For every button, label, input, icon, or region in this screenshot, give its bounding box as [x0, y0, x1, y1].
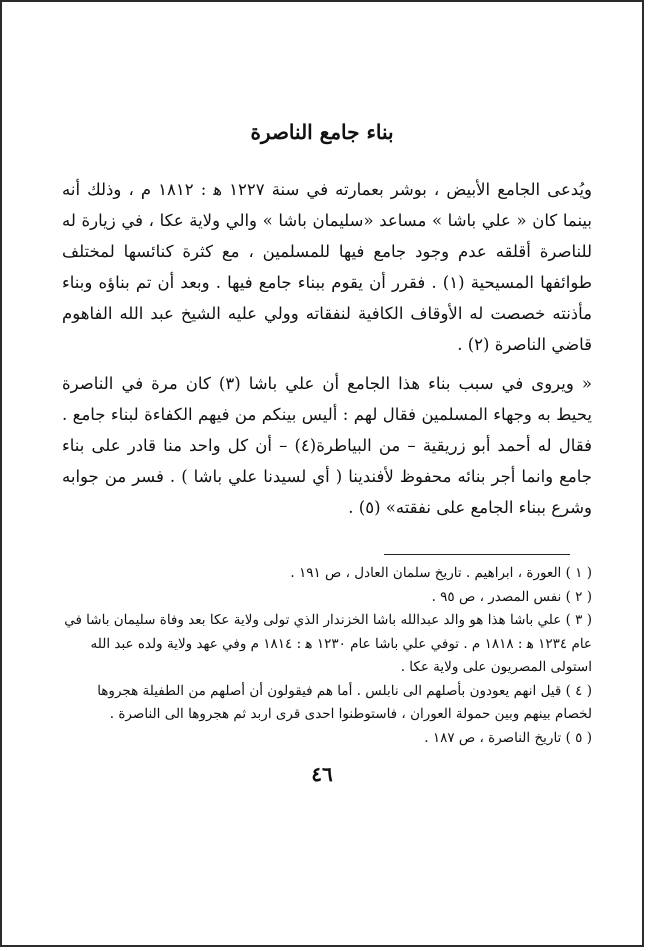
footnote-divider: [384, 554, 570, 555]
main-text: [62, 174, 592, 531]
footnote: ( ٥ ) تاريخ الناصرة ، ص ١٨٧ .: [424, 729, 592, 746]
footnote: ( ٤ ) قيل انهم يعودون بأصلهم الى نابلس . أما هم فيقولون أن أصلهم من الطفيلة هجروها لخصام بينهم وبين حمولة العوران ، فاستوطنوا احدى قرى اربد ثم هجروها الى الناصرة .: [97, 682, 592, 722]
footnote: ( ١ ) العورة ، ابراهيم . تاريخ سلمان العادل ، ص ١٩١ .: [290, 565, 592, 581]
paragraph: ويُدعى الجامع الأبيض ، بوشر بعمارته في سنة ١٢٢٧ ﻫ : ١٨١٢ م ، وذلك أنه بينما كان « علي باشا » مساعد «سليمان باشا » والي ولاية عكا ، في زيارة له للناصرة أقلقه عدم وجود جامع فيها للمسلمين ، مع كثرة كنائسها لمختلف طوائفها المسيحية (١) . فقرر أن يقوم ببناء جامع فيها . وبعد أن تم بناؤه وبناء مأذنته خصصت له الأوقاف الكافية لنفقاته وولي عليه الشيخ عبد الله الفاهوم قاضي الناصرة (٢) .: [62, 180, 593, 354]
section-title: بناء جامع الناصرة: [250, 120, 394, 144]
footnote: ( ٣ ) علي باشا هذا هو والد عبدالله باشا الخزندار الذي تولى ولاية عكا بعد وفاة سليمان باشا في عام ١٢٣٤ ﻫ : ١٨١٨ م . توفي علي باشا عام ١٢٣٠ ﻫ : ١٨١٤ م وفي عهد ولاية ولده عبد الله استولى المصريون على ولاية عكا .: [64, 612, 592, 675]
footnote: ( ٢ ) نفس المصدر ، ص ٩٥ .: [431, 588, 592, 605]
page-number: ٤٦: [311, 762, 333, 786]
footnotes: [62, 562, 592, 750]
paragraph: « ويروى في سبب بناء هذا الجامع أن علي باشا (٣) كان مرة في الناصرة يحيط به وجهاء المسلمين فقال لهم : أليس بينكم من فيهم الكفاءة لبناء جامع . فقال له أحمد أبو زريقية – من البياطرة(٤) – أن كل واحد منا قادر على بناء جامع وانما أجر بنائه محفوظ لأفندينا ( أي لسيدنا علي باشا ) . فسر من جوابه وشرع ببناء الجامع على نفقته» (٥) .: [62, 374, 593, 517]
